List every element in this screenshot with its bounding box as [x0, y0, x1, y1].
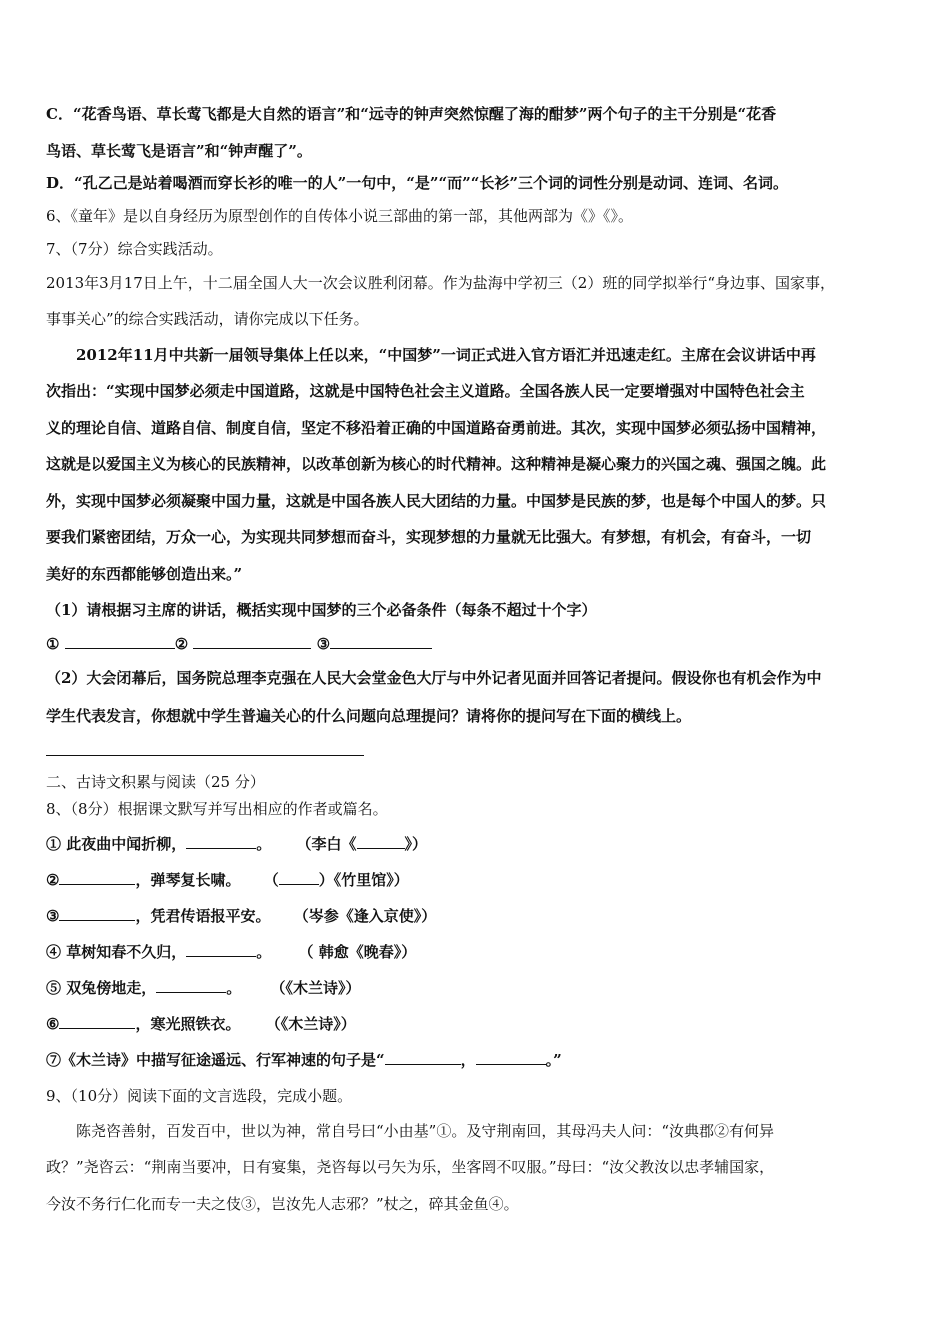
author-blank[interactable]: [279, 870, 319, 885]
poem-blank[interactable]: [156, 978, 226, 993]
poem-blank[interactable]: [385, 1050, 461, 1065]
passage-line: 这就是以爱国主义为核心的民族精神，以改革创新为核心的时代精神。这种精神是凝心聚力的兴国之魂、强国之魄。此: [46, 455, 827, 473]
poem-item-3: ③ ，凭君传语报平安。 （岑参《逢入京使》）: [46, 907, 437, 925]
passage-line: 2012年11月中共新一届领导集体上任以来，“中国梦”一词正式进入官方语汇并迅速走红。主席在会议讲话中再: [76, 346, 816, 364]
question-7-sub1: （1）请根据习主席的讲话，概括实现中国梦的三个必备条件（每条不超过十个字）: [46, 601, 597, 619]
answer-blanks-row: [46, 634, 432, 654]
classical-passage-line: 政？”尧咨云：“荆南当要冲，日有宴集，尧咨每以弓矢为乐，坐客罔不叹服。”母曰：“汝父教汝以忠孝辅国家，: [46, 1158, 775, 1176]
passage-line: 要我们紧密团结，万众一心，为实现共同梦想而奋斗，实现梦想的力量就无比强大。有梦想，有机会，有奋斗，一切: [46, 528, 812, 546]
poem-item-1: ① 此夜曲中闻折柳， 。 （李白《 》）: [46, 835, 428, 853]
answer-mark-1: ①: [46, 635, 60, 653]
poem-item-4: ④ 草树知春不久归， 。 （ 韩愈《晚春》）: [46, 943, 417, 961]
poem-blank[interactable]: [186, 942, 256, 957]
question-7-title: 7、（7分）综合实践活动。: [46, 240, 223, 258]
passage-line: 美好的东西都能够创造出来。”: [46, 565, 243, 583]
question-7-sub2-line2: 学生代表发言，你想就中学生普遍关心的什么问题向总理提问？请将你的提问写在下面的横线上。: [46, 707, 692, 725]
answer-blank-1[interactable]: [65, 634, 175, 649]
option-d-line1: D．“孔乙己是站着喝酒而穿长衫的唯一的人”一句中，“是”“而”“长衫”三个词的词性分别是动词、连词、名词。: [46, 174, 789, 192]
passage-line: 外，实现中国梦必须凝聚中国力量，这就是中国各族人民大团结的力量。中国梦是民族的梦，也是每个中国人的梦。只: [46, 492, 827, 510]
section-2-heading: 二、古诗文积累与阅读（25 分）: [46, 773, 265, 791]
title-blank[interactable]: [357, 834, 405, 849]
question-9-title: 9、（10分）阅读下面的文言选段，完成小题。: [46, 1087, 353, 1105]
classical-passage-line: 陈尧咨善射，百发百中，世以为神，常自号曰“小由基”①。及守荆南回，其母冯夫人问：“汝典郡②有何异: [76, 1122, 775, 1140]
passage-line: 次指出：“实现中国梦必须走中国道路，这就是中国特色社会主义道路。全国各族人民一定要增强对中国特色社会主: [46, 382, 805, 400]
poem-blank[interactable]: [59, 870, 135, 885]
passage-line: 义的理论自信、道路自信、制度自信，坚定不移沿着正确的中国道路奋勇前进。其次，实现中国梦必须弘扬中国精神，: [46, 419, 827, 437]
poem-item-5: ⑤ 双兔傍地走， 。 （《木兰诗》）: [46, 979, 361, 997]
question-7-intro-line1: 2013年3月17日上午，十二届全国人大一次会议胜利闭幕。作为盐海中学初三（2）班的同学拟举行“身边事、国家事，: [46, 274, 836, 292]
question-7-intro-line2: 事事关心”的综合实践活动，请你完成以下任务。: [46, 310, 369, 328]
classical-passage-line: 今汝不务行仁化而专一夫之伎③，岂汝先人志邪？”杖之，碎其金鱼④。: [46, 1195, 519, 1213]
poem-blank[interactable]: [59, 906, 135, 921]
poem-item-6: ⑥ ，寒光照铁衣。 （《木兰诗》）: [46, 1015, 356, 1033]
answer-line[interactable]: [46, 755, 364, 756]
answer-mark-2: ②: [174, 635, 189, 653]
question-8-title: 8、（8分）根据课文默写并写出相应的作者或篇名。: [46, 800, 388, 818]
poem-item-7: ⑦《木兰诗》中描写征途遥远、行军神速的句子是“ ， 。”: [46, 1051, 562, 1069]
poem-blank[interactable]: [59, 1014, 135, 1029]
question-7-sub2-line1: （2）大会闭幕后，国务院总理李克强在人民大会堂金色大厅与中外记者见面并回答记者提问。假设你也有机会作为中: [46, 669, 822, 687]
option-c-line2: 鸟语、草长莺飞是语言”和“钟声醒了”。: [46, 142, 312, 160]
question-6: 6、《童年》是以自身经历为原型创作的自传体小说三部曲的第一部，其他两部为《》《》。: [46, 207, 634, 225]
answer-blank-3[interactable]: [330, 634, 432, 649]
answer-mark-3: ③: [316, 635, 331, 653]
poem-blank[interactable]: [476, 1050, 546, 1065]
option-c-line1: C．“花香鸟语、草长莺飞都是大自然的语言”和“远寺的钟声突然惊醒了海的酣梦”两个句子的主干分别是“花香: [46, 105, 777, 123]
poem-item-2: ② ，弹琴复长啸。 （ ）《竹里馆》）: [46, 871, 409, 889]
poem-blank[interactable]: [186, 834, 256, 849]
answer-blank-2[interactable]: [193, 634, 311, 649]
